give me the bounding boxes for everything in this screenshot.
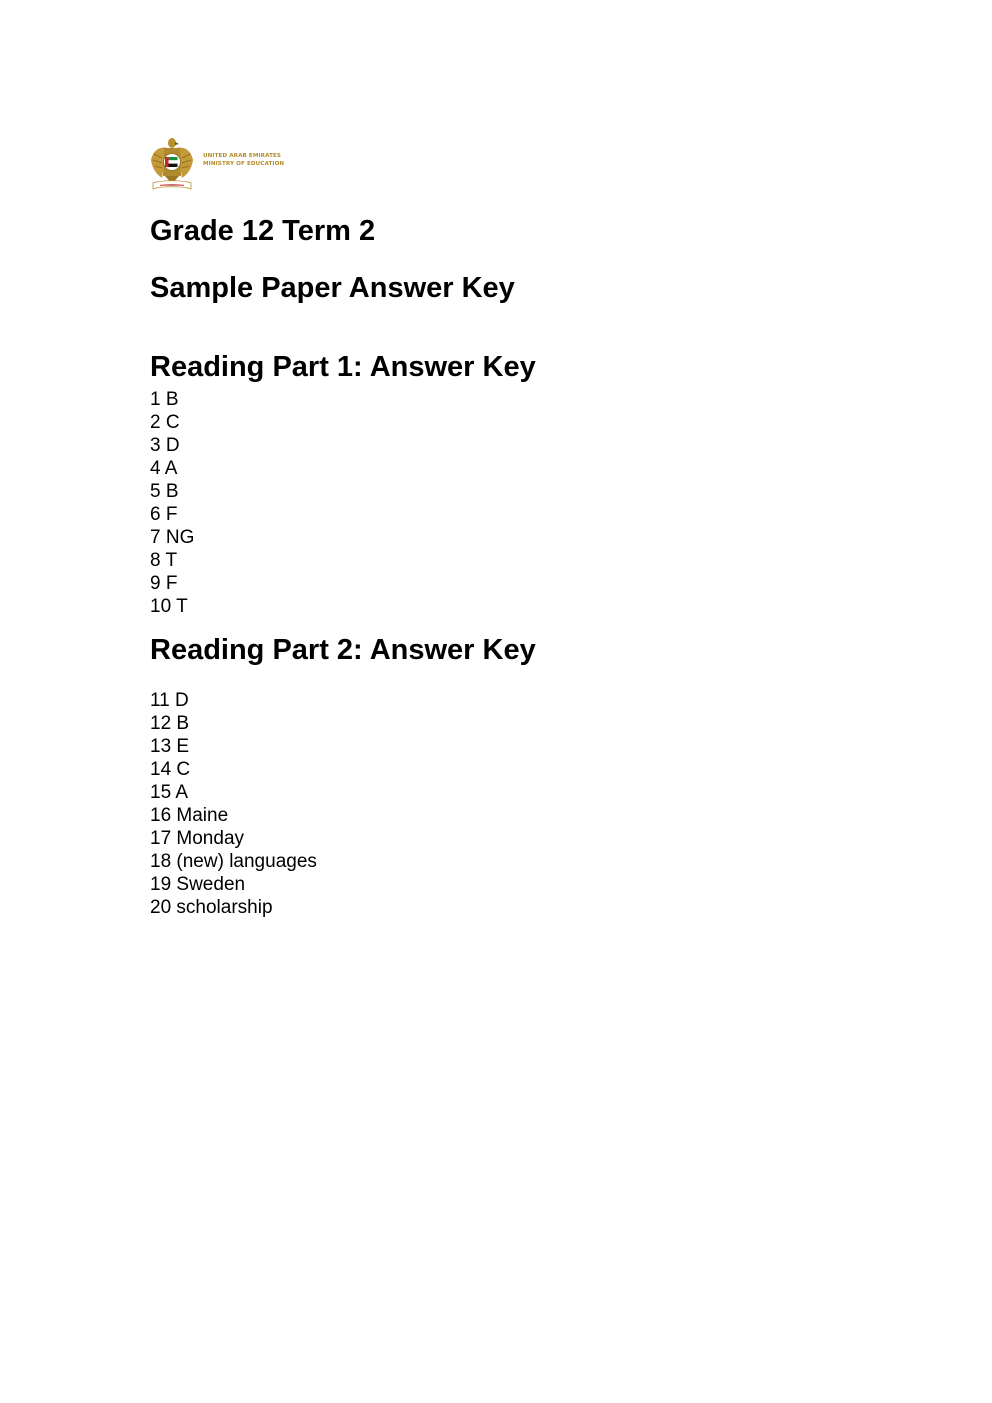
document-page bbox=[150, 136, 850, 919]
list-item: 5 B bbox=[150, 481, 179, 502]
answer-list-part-1 bbox=[150, 388, 850, 618]
ministry-logo bbox=[150, 136, 850, 194]
list-item: 18 (new) languages bbox=[150, 851, 317, 872]
answer-list-part-2 bbox=[150, 689, 850, 919]
logo-line-2: MINISTRY OF EDUCATION bbox=[203, 161, 285, 167]
list-item: 1 B bbox=[150, 389, 179, 410]
list-item: 15 A bbox=[150, 782, 189, 803]
list-item: 4 A bbox=[150, 458, 178, 479]
document-title-answer-key: Sample Paper Answer Key bbox=[150, 272, 515, 304]
list-item: 20 scholarship bbox=[150, 897, 273, 918]
ministry-logo-text bbox=[203, 152, 284, 168]
list-item: 6 F bbox=[150, 504, 178, 525]
list-item: 3 D bbox=[150, 435, 180, 456]
list-item: 14 C bbox=[150, 759, 191, 780]
list-item: 9 F bbox=[150, 573, 178, 594]
list-item: 16 Maine bbox=[150, 805, 229, 826]
section-heading-reading-part-2: Reading Part 2: Answer Key bbox=[150, 634, 536, 666]
logo-line-1: UNITED ARAB EMIRATES bbox=[203, 153, 282, 159]
section-heading-reading-part-1: Reading Part 1: Answer Key bbox=[150, 351, 536, 383]
list-item: 2 C bbox=[150, 412, 180, 433]
list-item: 10 T bbox=[150, 596, 188, 617]
list-item: 12 B bbox=[150, 713, 190, 734]
list-item: 17 Monday bbox=[150, 828, 245, 849]
list-item: 11 D bbox=[150, 690, 189, 711]
document-title-grade: Grade 12 Term 2 bbox=[150, 215, 376, 247]
list-item: 13 E bbox=[150, 736, 190, 757]
list-item: 7 NG bbox=[150, 527, 195, 548]
list-item: 19 Sweden bbox=[150, 874, 246, 895]
list-item: 8 T bbox=[150, 550, 178, 571]
uae-falcon-emblem-icon bbox=[150, 136, 194, 192]
